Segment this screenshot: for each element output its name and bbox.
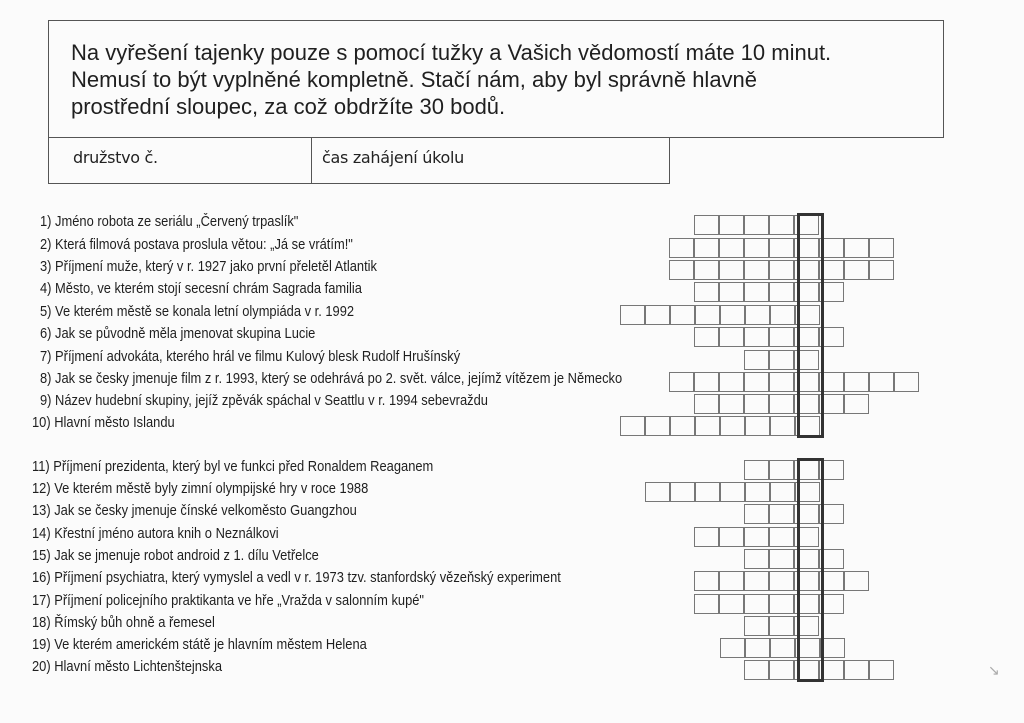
answer-cell[interactable] bbox=[770, 305, 795, 325]
answer-cell[interactable] bbox=[769, 327, 794, 347]
answer-cell[interactable] bbox=[694, 238, 719, 258]
answer-cell[interactable] bbox=[669, 372, 694, 392]
team-number-field[interactable] bbox=[49, 138, 312, 183]
instruction-line-2: Nemusí to být vyplněné kompletně. Stačí nám, aby byl správně hlavně bbox=[71, 67, 758, 92]
answer-cell[interactable] bbox=[744, 260, 769, 280]
clue-9: 9) Název hudební skupiny, jejíž zpěvák spáchal v Seattlu v r. 1994 sebevraždu bbox=[40, 392, 488, 409]
answer-cell[interactable] bbox=[670, 416, 695, 436]
answer-cell[interactable] bbox=[769, 282, 794, 302]
answer-cell[interactable] bbox=[694, 215, 719, 235]
answer-cell[interactable] bbox=[719, 372, 744, 392]
answer-cell[interactable] bbox=[719, 282, 744, 302]
answer-cell[interactable] bbox=[645, 416, 670, 436]
answer-cell[interactable] bbox=[620, 305, 645, 325]
answer-cell[interactable] bbox=[844, 260, 869, 280]
answer-cell[interactable] bbox=[744, 282, 769, 302]
answer-cell[interactable] bbox=[744, 350, 769, 370]
instruction-line-1: Na vyřešení tajenky pouze s pomocí tužky a Vašich vědomostí máte 10 minut. bbox=[71, 40, 832, 65]
answer-cell[interactable] bbox=[769, 594, 794, 614]
answer-cell[interactable] bbox=[695, 482, 720, 502]
answer-cell[interactable] bbox=[770, 416, 795, 436]
start-time-field[interactable] bbox=[312, 138, 669, 183]
answer-cell[interactable] bbox=[695, 305, 720, 325]
answer-cell[interactable] bbox=[745, 416, 770, 436]
answer-cell[interactable] bbox=[694, 282, 719, 302]
answer-cell[interactable] bbox=[769, 350, 794, 370]
clue-16: 16) Příjmení psychiatra, který vymyslel a vedl v r. 1973 tzv. stanfordský vězeňský experiment bbox=[32, 569, 561, 586]
clue-7: 7) Příjmení advokáta, kterého hrál ve filmu Kulový blesk Rudolf Hrušínský bbox=[40, 348, 461, 365]
answer-cell[interactable] bbox=[720, 638, 745, 658]
answer-cell[interactable] bbox=[744, 215, 769, 235]
answer-cell[interactable] bbox=[720, 416, 745, 436]
clue-10: 10) Hlavní město Islandu bbox=[32, 414, 175, 431]
answer-cell[interactable] bbox=[744, 527, 769, 547]
team-number-label: družstvo č. bbox=[73, 148, 158, 167]
clue-15: 15) Jak se jmenuje robot android z 1. dílu Vetřelce bbox=[32, 547, 319, 564]
answer-cell[interactable] bbox=[719, 527, 744, 547]
answer-cell[interactable] bbox=[745, 638, 770, 658]
team-info-row bbox=[48, 138, 670, 184]
answer-cell[interactable] bbox=[744, 372, 769, 392]
clue-18: 18) Římský bůh ohně a řemesel bbox=[32, 614, 215, 631]
answer-cell[interactable] bbox=[719, 571, 744, 591]
answer-cell[interactable] bbox=[669, 238, 694, 258]
clue-8: 8) Jak se česky jmenuje film z r. 1993, který se odehrává po 2. svět. válce, jejímž vítězem je Německo bbox=[40, 370, 623, 387]
start-time-label: čas zahájení úkolu bbox=[322, 148, 464, 167]
clue-12: 12) Ve kterém městě byly zimní olympijské hry v roce 1988 bbox=[32, 480, 369, 497]
answer-cell[interactable] bbox=[844, 394, 869, 414]
clue-3: 3) Příjmení muže, který v r. 1927 jako první přeletěl Atlantik bbox=[40, 258, 377, 275]
answer-cell[interactable] bbox=[719, 394, 744, 414]
answer-cell[interactable] bbox=[695, 416, 720, 436]
clue-4: 4) Město, ve kterém stojí secesní chrám Sagrada familia bbox=[40, 280, 362, 297]
answer-cell[interactable] bbox=[744, 394, 769, 414]
answer-cell[interactable] bbox=[645, 482, 670, 502]
answer-cell[interactable] bbox=[844, 372, 869, 392]
answer-cell[interactable] bbox=[744, 504, 769, 524]
answer-cell[interactable] bbox=[694, 260, 719, 280]
answer-cell[interactable] bbox=[744, 549, 769, 569]
scan-mark-icon: ↘ bbox=[988, 662, 1000, 678]
answer-cell[interactable] bbox=[719, 327, 744, 347]
answer-cell[interactable] bbox=[719, 260, 744, 280]
clue-14: 14) Křestní jméno autora knih o Neználkovi bbox=[32, 525, 279, 542]
answer-cell[interactable] bbox=[744, 327, 769, 347]
answer-cell[interactable] bbox=[769, 394, 794, 414]
instructions-box bbox=[48, 20, 944, 138]
answer-cell[interactable] bbox=[620, 416, 645, 436]
clue-1: 1) Jméno robota ze seriálu „Červený trpaslík" bbox=[40, 213, 299, 230]
answer-cell[interactable] bbox=[694, 594, 719, 614]
answer-cell[interactable] bbox=[769, 504, 794, 524]
answer-cell[interactable] bbox=[769, 660, 794, 680]
answer-cell[interactable] bbox=[719, 215, 744, 235]
answer-cell[interactable] bbox=[694, 372, 719, 392]
answer-cell[interactable] bbox=[719, 238, 744, 258]
answer-cell[interactable] bbox=[769, 238, 794, 258]
instruction-line-3: prostřední sloupec, za což obdržíte 30 bodů. bbox=[71, 94, 506, 119]
clue-5: 5) Ve kterém městě se konala letní olympiáda v r. 1992 bbox=[40, 303, 355, 320]
answer-cell[interactable] bbox=[869, 238, 894, 258]
answer-cell[interactable] bbox=[869, 372, 894, 392]
clue-20: 20) Hlavní město Lichtenštejnska bbox=[32, 658, 223, 675]
answer-cell[interactable] bbox=[720, 482, 745, 502]
answer-cell[interactable] bbox=[844, 660, 869, 680]
answer-cell[interactable] bbox=[694, 527, 719, 547]
clue-2: 2) Která filmová postava proslula větou: „Já se vrátím!" bbox=[40, 236, 353, 253]
secret-column-2 bbox=[797, 458, 824, 682]
clue-13: 13) Jak se česky jmenuje čínské velkoměsto Guangzhou bbox=[32, 502, 357, 519]
answer-cell[interactable] bbox=[769, 460, 794, 480]
answer-cell[interactable] bbox=[894, 372, 919, 392]
answer-cell[interactable] bbox=[645, 305, 670, 325]
answer-cell[interactable] bbox=[744, 571, 769, 591]
answer-cell[interactable] bbox=[769, 372, 794, 392]
answer-cell[interactable] bbox=[769, 616, 794, 636]
secret-column-1 bbox=[797, 213, 824, 438]
answer-cell[interactable] bbox=[694, 394, 719, 414]
answer-cell[interactable] bbox=[745, 482, 770, 502]
answer-cell[interactable] bbox=[744, 460, 769, 480]
answer-cell[interactable] bbox=[769, 215, 794, 235]
answer-cell[interactable] bbox=[770, 638, 795, 658]
answer-cell[interactable] bbox=[769, 571, 794, 591]
answer-cell[interactable] bbox=[670, 305, 695, 325]
clue-6: 6) Jak se původně měla jmenovat skupina Lucie bbox=[40, 325, 316, 342]
clue-19: 19) Ve kterém americkém státě je hlavním městem Helena bbox=[32, 636, 367, 653]
clue-17: 17) Příjmení policejního praktikanta ve hře „Vražda v salonním kupé" bbox=[32, 592, 425, 609]
answer-cell[interactable] bbox=[694, 327, 719, 347]
answer-cell[interactable] bbox=[769, 549, 794, 569]
answer-cell[interactable] bbox=[869, 260, 894, 280]
answer-cell[interactable] bbox=[869, 660, 894, 680]
clue-11: 11) Příjmení prezidenta, který byl ve funkci před Ronaldem Reaganem bbox=[32, 458, 434, 475]
answer-cell[interactable] bbox=[769, 527, 794, 547]
answer-cell[interactable] bbox=[744, 616, 769, 636]
answer-cell[interactable] bbox=[844, 571, 869, 591]
answer-cell[interactable] bbox=[719, 594, 744, 614]
answer-cell[interactable] bbox=[770, 482, 795, 502]
answer-cell[interactable] bbox=[670, 482, 695, 502]
answer-cell[interactable] bbox=[769, 260, 794, 280]
answer-cell[interactable] bbox=[844, 238, 869, 258]
answer-cell[interactable] bbox=[744, 660, 769, 680]
answer-cell[interactable] bbox=[744, 594, 769, 614]
answer-cell[interactable] bbox=[745, 305, 770, 325]
answer-cell[interactable] bbox=[669, 260, 694, 280]
answer-cell[interactable] bbox=[720, 305, 745, 325]
answer-cell[interactable] bbox=[744, 238, 769, 258]
answer-cell[interactable] bbox=[694, 571, 719, 591]
